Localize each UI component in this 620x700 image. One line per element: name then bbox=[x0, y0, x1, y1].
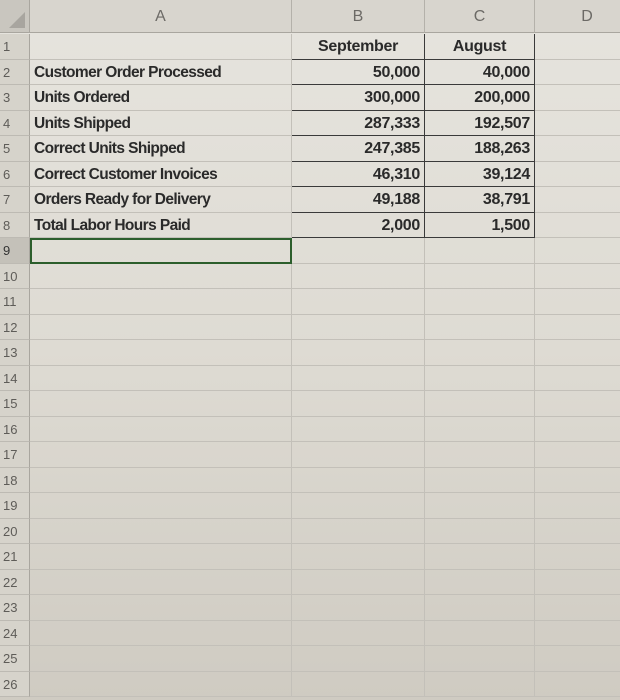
value-september[interactable]: 50,000 bbox=[292, 60, 425, 86]
cell-c17[interactable] bbox=[425, 442, 535, 468]
cell-a10[interactable] bbox=[30, 264, 292, 290]
cell-b26[interactable] bbox=[292, 672, 425, 698]
row-header-12[interactable]: 12 bbox=[0, 315, 30, 341]
cell-b20[interactable] bbox=[292, 519, 425, 545]
cell-a24[interactable] bbox=[30, 621, 292, 647]
row-header-3[interactable]: 3 bbox=[0, 85, 30, 111]
value-august[interactable]: 188,263 bbox=[425, 136, 535, 162]
row-header-15[interactable]: 15 bbox=[0, 391, 30, 417]
cell-a22[interactable] bbox=[30, 570, 292, 596]
cell-d24[interactable] bbox=[535, 621, 620, 647]
header-september[interactable]: September bbox=[292, 34, 425, 60]
cell-c14[interactable] bbox=[425, 366, 535, 392]
cell-a18[interactable] bbox=[30, 468, 292, 494]
column-header-c[interactable]: C bbox=[425, 0, 535, 33]
cell-d4[interactable] bbox=[535, 111, 620, 137]
cell-d3[interactable] bbox=[535, 85, 620, 111]
value-september[interactable]: 2,000 bbox=[292, 213, 425, 239]
cell-c12[interactable] bbox=[425, 315, 535, 341]
row-label[interactable]: Correct Units Shipped bbox=[30, 136, 292, 162]
selected-cell-a9[interactable] bbox=[30, 238, 292, 264]
cell-b15[interactable] bbox=[292, 391, 425, 417]
cell-d19[interactable] bbox=[535, 493, 620, 519]
row-header-9[interactable]: 9 bbox=[0, 238, 30, 264]
row-label[interactable]: Customer Order Processed bbox=[30, 60, 292, 86]
cell-c19[interactable] bbox=[425, 493, 535, 519]
value-august[interactable]: 40,000 bbox=[425, 60, 535, 86]
cell-d8[interactable] bbox=[535, 213, 620, 239]
value-september[interactable]: 300,000 bbox=[292, 85, 425, 111]
value-august[interactable]: 1,500 bbox=[425, 213, 535, 239]
cell-c25[interactable] bbox=[425, 646, 535, 672]
cell-c22[interactable] bbox=[425, 570, 535, 596]
row-header-13[interactable]: 13 bbox=[0, 340, 30, 366]
cell-c9[interactable] bbox=[425, 238, 535, 264]
cell-a25[interactable] bbox=[30, 646, 292, 672]
cell-b17[interactable] bbox=[292, 442, 425, 468]
row-header-5[interactable]: 5 bbox=[0, 136, 30, 162]
cell-a12[interactable] bbox=[30, 315, 292, 341]
cell-a23[interactable] bbox=[30, 595, 292, 621]
cell-d23[interactable] bbox=[535, 595, 620, 621]
cell-a11[interactable] bbox=[30, 289, 292, 315]
cell-c26[interactable] bbox=[425, 672, 535, 698]
cell-d25[interactable] bbox=[535, 646, 620, 672]
cell-a16[interactable] bbox=[30, 417, 292, 443]
cell-c16[interactable] bbox=[425, 417, 535, 443]
row-header-4[interactable]: 4 bbox=[0, 111, 30, 137]
row-header-16[interactable]: 16 bbox=[0, 417, 30, 443]
row-header-14[interactable]: 14 bbox=[0, 366, 30, 392]
row-header-10[interactable]: 10 bbox=[0, 264, 30, 290]
cell-b18[interactable] bbox=[292, 468, 425, 494]
cell-b22[interactable] bbox=[292, 570, 425, 596]
row-header-19[interactable]: 19 bbox=[0, 493, 30, 519]
cell-d7[interactable] bbox=[535, 187, 620, 213]
cell-c15[interactable] bbox=[425, 391, 535, 417]
row-header-1[interactable]: 1 bbox=[0, 34, 30, 60]
row-header-18[interactable]: 18 bbox=[0, 468, 30, 494]
cell-b23[interactable] bbox=[292, 595, 425, 621]
cell-d22[interactable] bbox=[535, 570, 620, 596]
cell-a26[interactable] bbox=[30, 672, 292, 698]
cell-c18[interactable] bbox=[425, 468, 535, 494]
cell-d6[interactable] bbox=[535, 162, 620, 188]
cell-d10[interactable] bbox=[535, 264, 620, 290]
cell-c24[interactable] bbox=[425, 621, 535, 647]
cell-d12[interactable] bbox=[535, 315, 620, 341]
cell-d1[interactable] bbox=[535, 34, 620, 60]
column-header-b[interactable]: B bbox=[292, 0, 425, 33]
column-header-d[interactable]: D bbox=[535, 0, 620, 33]
cell-d21[interactable] bbox=[535, 544, 620, 570]
cell-b11[interactable] bbox=[292, 289, 425, 315]
row-header-2[interactable]: 2 bbox=[0, 60, 30, 86]
row-header-20[interactable]: 20 bbox=[0, 519, 30, 545]
cell-b10[interactable] bbox=[292, 264, 425, 290]
cell-a14[interactable] bbox=[30, 366, 292, 392]
row-header-7[interactable]: 7 bbox=[0, 187, 30, 213]
cell-a13[interactable] bbox=[30, 340, 292, 366]
value-august[interactable]: 39,124 bbox=[425, 162, 535, 188]
cell-a21[interactable] bbox=[30, 544, 292, 570]
cell-d16[interactable] bbox=[535, 417, 620, 443]
cell-d20[interactable] bbox=[535, 519, 620, 545]
row-header-25[interactable]: 25 bbox=[0, 646, 30, 672]
row-header-22[interactable]: 22 bbox=[0, 570, 30, 596]
row-label[interactable]: Correct Customer Invoices bbox=[30, 162, 292, 188]
row-header-23[interactable]: 23 bbox=[0, 595, 30, 621]
cell-a1[interactable] bbox=[30, 34, 292, 60]
cell-c13[interactable] bbox=[425, 340, 535, 366]
row-header-6[interactable]: 6 bbox=[0, 162, 30, 188]
row-header-8[interactable]: 8 bbox=[0, 213, 30, 239]
cell-a15[interactable] bbox=[30, 391, 292, 417]
select-all-triangle-icon bbox=[9, 12, 25, 28]
cell-c23[interactable] bbox=[425, 595, 535, 621]
cell-d9[interactable] bbox=[535, 238, 620, 264]
cell-b24[interactable] bbox=[292, 621, 425, 647]
select-all-corner[interactable] bbox=[0, 0, 30, 33]
cell-d15[interactable] bbox=[535, 391, 620, 417]
value-september[interactable]: 49,188 bbox=[292, 187, 425, 213]
cell-b21[interactable] bbox=[292, 544, 425, 570]
cell-c10[interactable] bbox=[425, 264, 535, 290]
cell-d17[interactable] bbox=[535, 442, 620, 468]
row-header-11[interactable]: 11 bbox=[0, 289, 30, 315]
cell-b9[interactable] bbox=[292, 238, 425, 264]
value-august[interactable]: 38,791 bbox=[425, 187, 535, 213]
row-label[interactable]: Orders Ready for Delivery bbox=[30, 187, 292, 213]
cell-d11[interactable] bbox=[535, 289, 620, 315]
row-label[interactable]: Total Labor Hours Paid bbox=[30, 213, 292, 239]
cell-d18[interactable] bbox=[535, 468, 620, 494]
cell-c21[interactable] bbox=[425, 544, 535, 570]
cell-a19[interactable] bbox=[30, 493, 292, 519]
value-august[interactable]: 200,000 bbox=[425, 85, 535, 111]
row-header-21[interactable]: 21 bbox=[0, 544, 30, 570]
cell-a20[interactable] bbox=[30, 519, 292, 545]
value-september[interactable]: 46,310 bbox=[292, 162, 425, 188]
cell-b19[interactable] bbox=[292, 493, 425, 519]
cell-b25[interactable] bbox=[292, 646, 425, 672]
cell-d5[interactable] bbox=[535, 136, 620, 162]
cell-b14[interactable] bbox=[292, 366, 425, 392]
cell-b16[interactable] bbox=[292, 417, 425, 443]
cell-c11[interactable] bbox=[425, 289, 535, 315]
row-header-26[interactable]: 26 bbox=[0, 672, 30, 698]
cell-d13[interactable] bbox=[535, 340, 620, 366]
cell-b12[interactable] bbox=[292, 315, 425, 341]
value-september[interactable]: 247,385 bbox=[292, 136, 425, 162]
row-label[interactable]: Units Ordered bbox=[30, 85, 292, 111]
cell-d2[interactable] bbox=[535, 60, 620, 86]
cell-d14[interactable] bbox=[535, 366, 620, 392]
cell-d26[interactable] bbox=[535, 672, 620, 698]
row-header-17[interactable]: 17 bbox=[0, 442, 30, 468]
row-header-24[interactable]: 24 bbox=[0, 621, 30, 647]
cell-a17[interactable] bbox=[30, 442, 292, 468]
value-august[interactable]: 192,507 bbox=[425, 111, 535, 137]
value-september[interactable]: 287,333 bbox=[292, 111, 425, 137]
cell-c20[interactable] bbox=[425, 519, 535, 545]
column-header-a[interactable]: A bbox=[30, 0, 292, 33]
header-august[interactable]: August bbox=[425, 34, 535, 60]
row-label[interactable]: Units Shipped bbox=[30, 111, 292, 137]
cell-b13[interactable] bbox=[292, 340, 425, 366]
